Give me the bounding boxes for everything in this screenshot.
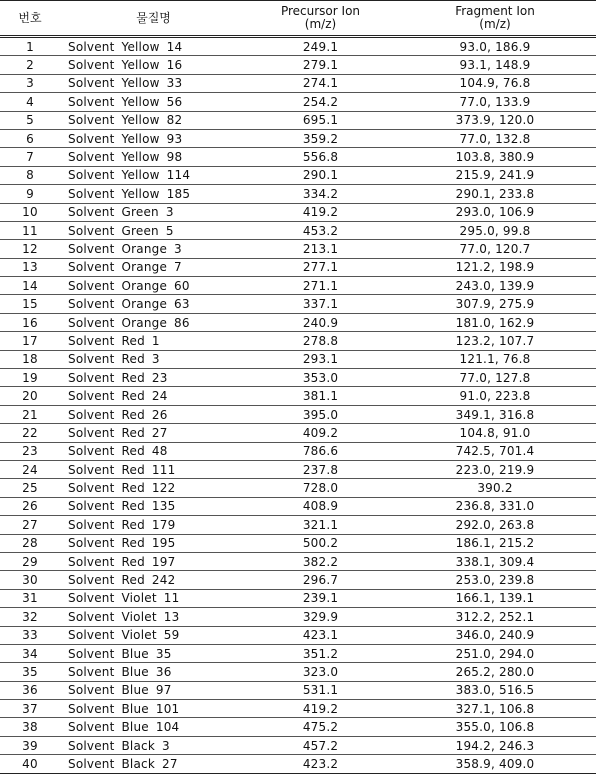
cell-fragment: 123.2, 107.7	[394, 332, 596, 350]
cell-no: 39	[0, 736, 60, 754]
table-row	[0, 460, 596, 478]
cell-fragment: 251.0, 294.0	[394, 644, 596, 662]
table-row	[0, 479, 596, 497]
cell-name: Solvent Yellow 82	[60, 111, 247, 129]
cell-precursor: 321.1	[247, 516, 394, 534]
cell-fragment: 295.0, 99.8	[394, 221, 596, 239]
table-row	[0, 111, 596, 129]
cell-no: 25	[0, 479, 60, 497]
cell-no: 7	[0, 148, 60, 166]
cell-name: Solvent Orange 86	[60, 313, 247, 331]
cell-precursor: 409.2	[247, 424, 394, 442]
cell-name: Solvent Red 135	[60, 497, 247, 515]
cell-precursor: 423.2	[247, 755, 394, 773]
cell-precursor: 278.8	[247, 332, 394, 350]
table-row	[0, 516, 596, 534]
cell-precursor: 329.9	[247, 608, 394, 626]
cell-fragment: 104.9, 76.8	[394, 74, 596, 92]
cell-name: Solvent Yellow 93	[60, 129, 247, 147]
cell-no: 20	[0, 387, 60, 405]
cell-fragment: 312.2, 252.1	[394, 608, 596, 626]
cell-name: Solvent Red 111	[60, 460, 247, 478]
header-no-label: 번호	[18, 10, 42, 25]
cell-name: Solvent Yellow 33	[60, 74, 247, 92]
table-row	[0, 534, 596, 552]
cell-fragment: 215.9, 241.9	[394, 166, 596, 184]
table-row	[0, 56, 596, 74]
cell-no: 22	[0, 424, 60, 442]
cell-no: 26	[0, 497, 60, 515]
cell-precursor: 213.1	[247, 240, 394, 258]
cell-fragment: 121.2, 198.9	[394, 258, 596, 276]
cell-no: 18	[0, 350, 60, 368]
cell-name: Solvent Red 197	[60, 552, 247, 570]
cell-precursor: 249.1	[247, 37, 394, 56]
table-row	[0, 240, 596, 258]
cell-fragment: 121.1, 76.8	[394, 350, 596, 368]
cell-no: 19	[0, 369, 60, 387]
table-row	[0, 571, 596, 589]
cell-precursor: 359.2	[247, 129, 394, 147]
cell-name: Solvent Orange 7	[60, 258, 247, 276]
cell-name: Solvent Black 27	[60, 755, 247, 773]
cell-name: Solvent Violet 11	[60, 589, 247, 607]
cell-name: Solvent Violet 13	[60, 608, 247, 626]
cell-precursor: 408.9	[247, 497, 394, 515]
cell-fragment: 253.0, 239.8	[394, 571, 596, 589]
table-row	[0, 369, 596, 387]
table-row	[0, 93, 596, 111]
cell-precursor: 381.1	[247, 387, 394, 405]
cell-no: 15	[0, 295, 60, 313]
cell-name: Solvent Red 26	[60, 405, 247, 423]
cell-precursor: 290.1	[247, 166, 394, 184]
table-row	[0, 277, 596, 295]
table-row	[0, 663, 596, 681]
cell-no: 16	[0, 313, 60, 331]
table-header	[0, 1, 596, 37]
cell-precursor: 271.1	[247, 277, 394, 295]
cell-no: 34	[0, 644, 60, 662]
cell-fragment: 338.1, 309.4	[394, 552, 596, 570]
table-row	[0, 644, 596, 662]
cell-no: 13	[0, 258, 60, 276]
cell-fragment: 265.2, 280.0	[394, 663, 596, 681]
cell-precursor: 274.1	[247, 74, 394, 92]
table-row	[0, 387, 596, 405]
cell-precursor: 293.1	[247, 350, 394, 368]
cell-no: 12	[0, 240, 60, 258]
cell-fragment: 355.0, 106.8	[394, 718, 596, 736]
table-row	[0, 681, 596, 699]
header-no	[0, 1, 60, 37]
table-row	[0, 37, 596, 56]
cell-name: Solvent Yellow 98	[60, 148, 247, 166]
table-row	[0, 332, 596, 350]
cell-precursor: 531.1	[247, 681, 394, 699]
cell-precursor: 457.2	[247, 736, 394, 754]
cell-fragment: 103.8, 380.9	[394, 148, 596, 166]
cell-name: Solvent Red 122	[60, 479, 247, 497]
cell-fragment: 93.0, 186.9	[394, 37, 596, 56]
cell-fragment: 236.8, 331.0	[394, 497, 596, 515]
cell-precursor: 419.2	[247, 700, 394, 718]
cell-no: 32	[0, 608, 60, 626]
table-row	[0, 755, 596, 773]
cell-fragment: 742.5, 701.4	[394, 442, 596, 460]
cell-fragment: 349.1, 316.8	[394, 405, 596, 423]
cell-no: 33	[0, 626, 60, 644]
cell-no: 2	[0, 56, 60, 74]
cell-name: Solvent Yellow 114	[60, 166, 247, 184]
table-row	[0, 589, 596, 607]
table-row	[0, 129, 596, 147]
cell-name: Solvent Red 195	[60, 534, 247, 552]
cell-fragment: 307.9, 275.9	[394, 295, 596, 313]
cell-name: Solvent Red 27	[60, 424, 247, 442]
table-body	[0, 37, 596, 774]
cell-precursor: 279.1	[247, 56, 394, 74]
header-name-label: 물질명	[136, 10, 171, 25]
cell-no: 9	[0, 185, 60, 203]
cell-precursor: 296.7	[247, 571, 394, 589]
table-row	[0, 442, 596, 460]
cell-precursor: 423.1	[247, 626, 394, 644]
cell-precursor: 453.2	[247, 221, 394, 239]
cell-fragment: 293.0, 106.9	[394, 203, 596, 221]
header-precursor	[247, 1, 394, 37]
cell-fragment: 186.1, 215.2	[394, 534, 596, 552]
table-row	[0, 313, 596, 331]
cell-no: 11	[0, 221, 60, 239]
cell-name: Solvent Green 3	[60, 203, 247, 221]
table-row	[0, 608, 596, 626]
cell-name: Solvent Blue 97	[60, 681, 247, 699]
table-row	[0, 350, 596, 368]
cell-fragment: 358.9, 409.0	[394, 755, 596, 773]
cell-no: 3	[0, 74, 60, 92]
cell-no: 38	[0, 718, 60, 736]
cell-fragment: 327.1, 106.8	[394, 700, 596, 718]
cell-no: 14	[0, 277, 60, 295]
cell-precursor: 254.2	[247, 93, 394, 111]
cell-no: 31	[0, 589, 60, 607]
cell-precursor: 351.2	[247, 644, 394, 662]
cell-precursor: 237.8	[247, 460, 394, 478]
table-row	[0, 552, 596, 570]
cell-no: 8	[0, 166, 60, 184]
cell-name: Solvent Red 179	[60, 516, 247, 534]
cell-fragment: 166.1, 139.1	[394, 589, 596, 607]
cell-precursor: 556.8	[247, 148, 394, 166]
cell-precursor: 353.0	[247, 369, 394, 387]
cell-no: 10	[0, 203, 60, 221]
cell-no: 28	[0, 534, 60, 552]
cell-fragment: 93.1, 148.9	[394, 56, 596, 74]
cell-name: Solvent Blue 35	[60, 644, 247, 662]
cell-no: 24	[0, 460, 60, 478]
header-precursor-line1: Precursor Ion	[280, 4, 361, 18]
header-fragment-line1: Fragment Ion	[455, 4, 535, 18]
cell-fragment: 104.8, 91.0	[394, 424, 596, 442]
header-fragment-line2: (m/z)	[479, 17, 511, 31]
cell-fragment: 223.0, 219.9	[394, 460, 596, 478]
cell-precursor: 695.1	[247, 111, 394, 129]
cell-precursor: 334.2	[247, 185, 394, 203]
table-row	[0, 258, 596, 276]
cell-fragment: 91.0, 223.8	[394, 387, 596, 405]
cell-no: 4	[0, 93, 60, 111]
cell-name: Solvent Yellow 56	[60, 93, 247, 111]
header-name	[60, 1, 247, 37]
cell-precursor: 475.2	[247, 718, 394, 736]
cell-precursor: 323.0	[247, 663, 394, 681]
table-row	[0, 148, 596, 166]
cell-no: 6	[0, 129, 60, 147]
cell-name: Solvent Blue 101	[60, 700, 247, 718]
header-precursor-line2: (m/z)	[304, 17, 337, 31]
cell-name: Solvent Orange 3	[60, 240, 247, 258]
cell-precursor: 419.2	[247, 203, 394, 221]
table-row	[0, 295, 596, 313]
cell-fragment: 77.0, 133.9	[394, 93, 596, 111]
cell-precursor: 277.1	[247, 258, 394, 276]
cell-precursor: 728.0	[247, 479, 394, 497]
cell-fragment: 181.0, 162.9	[394, 313, 596, 331]
cell-fragment: 373.9, 120.0	[394, 111, 596, 129]
cell-name: Solvent Yellow 185	[60, 185, 247, 203]
cell-precursor: 240.9	[247, 313, 394, 331]
cell-name: Solvent Yellow 16	[60, 56, 247, 74]
cell-fragment: 290.1, 233.8	[394, 185, 596, 203]
cell-no: 17	[0, 332, 60, 350]
cell-precursor: 382.2	[247, 552, 394, 570]
cell-no: 27	[0, 516, 60, 534]
cell-fragment: 292.0, 263.8	[394, 516, 596, 534]
cell-no: 5	[0, 111, 60, 129]
table-row	[0, 424, 596, 442]
cell-name: Solvent Red 1	[60, 332, 247, 350]
cell-fragment: 346.0, 240.9	[394, 626, 596, 644]
table-row	[0, 185, 596, 203]
table-row	[0, 405, 596, 423]
cell-fragment: 390.2	[394, 479, 596, 497]
cell-precursor: 337.1	[247, 295, 394, 313]
cell-no: 40	[0, 755, 60, 773]
cell-name: Solvent Orange 60	[60, 277, 247, 295]
table-row	[0, 497, 596, 515]
cell-fragment: 383.0, 516.5	[394, 681, 596, 699]
cell-fragment: 194.2, 246.3	[394, 736, 596, 754]
cell-no: 30	[0, 571, 60, 589]
cell-name: Solvent Blue 104	[60, 718, 247, 736]
table-row	[0, 74, 596, 92]
cell-fragment: 243.0, 139.9	[394, 277, 596, 295]
cell-no: 29	[0, 552, 60, 570]
table-row	[0, 203, 596, 221]
cell-precursor: 239.1	[247, 589, 394, 607]
cell-name: Solvent Green 5	[60, 221, 247, 239]
cell-no: 1	[0, 37, 60, 56]
cell-name: Solvent Orange 63	[60, 295, 247, 313]
header-row	[0, 1, 596, 37]
cell-name: Solvent Red 24	[60, 387, 247, 405]
cell-no: 36	[0, 681, 60, 699]
cell-name: Solvent Blue 36	[60, 663, 247, 681]
cell-name: Solvent Black 3	[60, 736, 247, 754]
cell-no: 21	[0, 405, 60, 423]
cell-fragment: 77.0, 132.8	[394, 129, 596, 147]
table-row	[0, 700, 596, 718]
cell-name: Solvent Red 242	[60, 571, 247, 589]
header-fragment	[394, 1, 596, 37]
cell-name: Solvent Red 48	[60, 442, 247, 460]
cell-precursor: 395.0	[247, 405, 394, 423]
cell-no: 35	[0, 663, 60, 681]
cell-name: Solvent Red 3	[60, 350, 247, 368]
cell-fragment: 77.0, 127.8	[394, 369, 596, 387]
cell-no: 37	[0, 700, 60, 718]
table-row	[0, 736, 596, 754]
table-row	[0, 626, 596, 644]
cell-name: Solvent Violet 59	[60, 626, 247, 644]
cell-fragment: 77.0, 120.7	[394, 240, 596, 258]
table-row	[0, 221, 596, 239]
cell-name: Solvent Yellow 14	[60, 37, 247, 56]
cell-no: 23	[0, 442, 60, 460]
cell-name: Solvent Red 23	[60, 369, 247, 387]
table-row	[0, 718, 596, 736]
cell-precursor: 786.6	[247, 442, 394, 460]
table-row	[0, 166, 596, 184]
cell-precursor: 500.2	[247, 534, 394, 552]
